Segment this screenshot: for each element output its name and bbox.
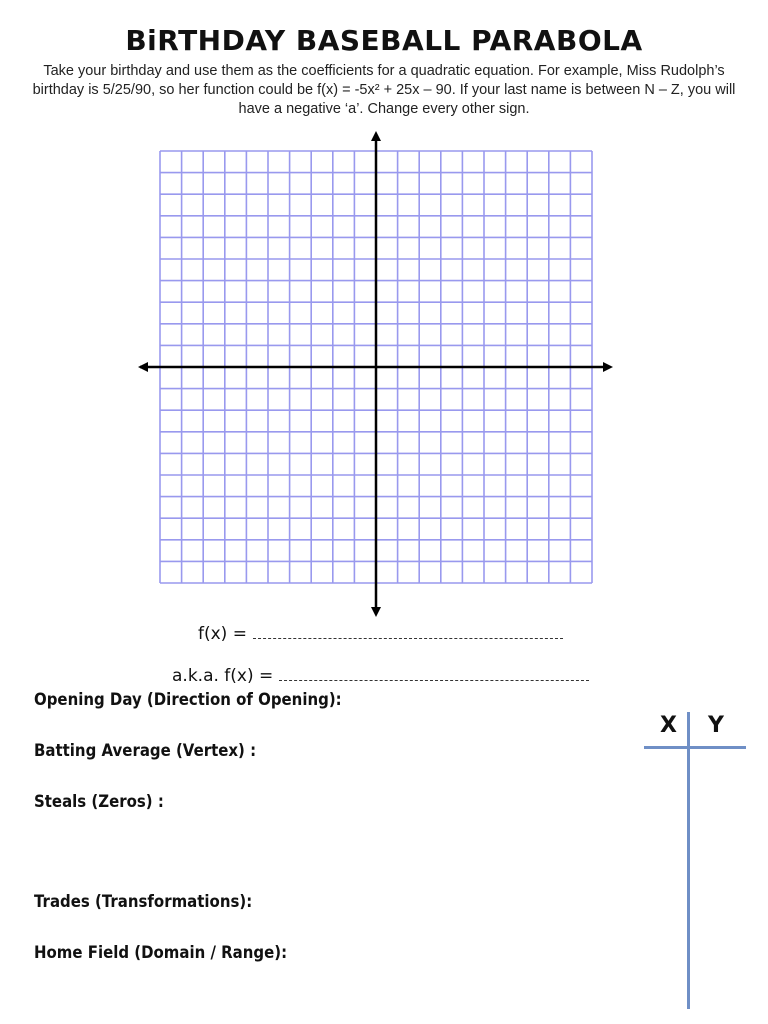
trades-prompt: Trades (Transformations):: [34, 892, 253, 912]
t-chart-x-header: X: [660, 713, 677, 738]
y-axis-down-arrow: [371, 607, 381, 617]
function-line: [198, 624, 563, 644]
steals-prompt: Steals (Zeros) :: [34, 792, 164, 812]
batting-average-prompt: Batting Average (Vertex) :: [34, 741, 257, 761]
function-blank[interactable]: [253, 624, 563, 639]
t-chart-y-header: Y: [708, 713, 724, 738]
t-chart-horizontal-line: [644, 746, 746, 749]
worksheet-title: BiRTHDAY BASEBALL PARABOLA: [125, 24, 643, 57]
home-field-prompt: Home Field (Domain / Range):: [34, 943, 288, 963]
y-axis-up-arrow: [371, 131, 381, 141]
x-axis-left-arrow: [138, 362, 148, 372]
axes: [138, 131, 613, 617]
t-chart-vertical-line: [687, 712, 690, 1009]
aka-function-label: a.k.a. f(x) =: [172, 666, 274, 686]
function-label: f(x) =: [198, 624, 247, 644]
x-axis-right-arrow: [603, 362, 613, 372]
instructions-text: Take your birthday and use them as the coefficients for a quadratic equation. For example, Miss Rudolph’s birthday is 5/25/90, so her function could be f(x) = -5x² + 25x – 90. If your last name is between N – Z, you will have a negative ‘a’. Change every other sign.: [32, 63, 736, 117]
aka-function-blank[interactable]: [279, 666, 589, 681]
opening-day-prompt: Opening Day (Direction of Opening):: [34, 690, 342, 710]
aka-function-line: [172, 666, 589, 686]
